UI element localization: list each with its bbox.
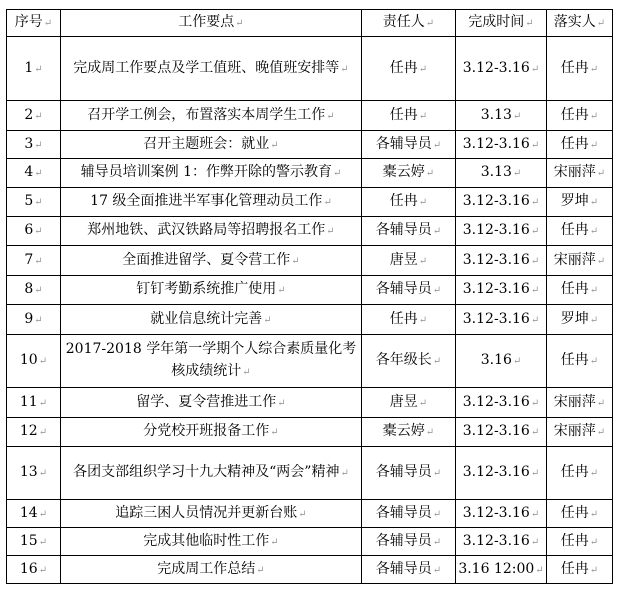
table-row	[7, 276, 613, 305]
row-number: 6 ↵	[7, 217, 61, 246]
table-row	[7, 335, 613, 388]
table-row	[7, 388, 613, 418]
task-text: 17 级全面推进半军事化管理动员工作 ↵	[61, 188, 362, 217]
row-number: 1 ↵	[7, 37, 61, 101]
owner-text: 任冉 ↵	[362, 37, 456, 101]
task-text: 留学、夏令营推进工作 ↵	[61, 388, 362, 418]
header-task: 工作要点 ↵	[61, 10, 362, 37]
implementer-text: 任冉 ↵	[547, 101, 613, 131]
owner-text: 各辅导员 ↵	[362, 500, 456, 528]
table-row	[7, 500, 613, 528]
row-number: 13 ↵	[7, 447, 61, 500]
time-text: 3.12-3.16 ↵	[456, 276, 547, 305]
owner-text: 唐昱 ↵	[362, 246, 456, 276]
task-text: 分党校开班报备工作 ↵	[61, 418, 362, 447]
task-text: 追踪三困人员情况并更新台账 ↵	[61, 500, 362, 528]
owner-text: 各辅导员 ↵	[362, 528, 456, 556]
implementer-text: 任冉 ↵	[547, 500, 613, 528]
time-text: 3.13 ↵	[456, 101, 547, 131]
owner-text: 唐昱 ↵	[362, 388, 456, 418]
header-owner: 责任人 ↵	[362, 10, 456, 37]
time-text: 3.12-3.16 ↵	[456, 418, 547, 447]
implementer-text: 任冉 ↵	[547, 217, 613, 246]
table-row	[7, 556, 613, 584]
row-number: 3 ↵	[7, 131, 61, 159]
table-row	[7, 528, 613, 556]
task-text: 完成周工作要点及学工值班、晚值班安排等 ↵	[61, 37, 362, 101]
table-row	[7, 101, 613, 131]
implementer-text: 任冉 ↵	[547, 131, 613, 159]
row-number: 10 ↵	[7, 335, 61, 388]
table-row	[7, 418, 613, 447]
table-row	[7, 246, 613, 276]
owner-text: 橐云婷 ↵	[362, 418, 456, 447]
table-row	[7, 131, 613, 159]
task-text: 完成其他临时性工作 ↵	[61, 528, 362, 556]
implementer-text: 宋丽萍 ↵	[547, 159, 613, 188]
owner-text: 各辅导员 ↵	[362, 447, 456, 500]
time-text: 3.12-3.16 ↵	[456, 528, 547, 556]
header-row	[7, 10, 613, 37]
task-text: 郑州地铁、武汉铁路局等招聘报名工作 ↵	[61, 217, 362, 246]
implementer-text: 任冉 ↵	[547, 335, 613, 388]
row-number: 14 ↵	[7, 500, 61, 528]
row-number: 2 ↵	[7, 101, 61, 131]
owner-text: 各辅导员 ↵	[362, 217, 456, 246]
row-number: 16 ↵	[7, 556, 61, 584]
implementer-text: 任冉 ↵	[547, 528, 613, 556]
implementer-text: 罗坤 ↵	[547, 188, 613, 217]
time-text: 3.16 ↵	[456, 335, 547, 388]
row-number: 12 ↵	[7, 418, 61, 447]
time-text: 3.12-3.16 ↵	[456, 500, 547, 528]
task-text: 辅导员培训案例 1：作弊开除的警示教育 ↵	[61, 159, 362, 188]
implementer-text: 罗坤 ↵	[547, 305, 613, 335]
task-text: 各团支部组织学习十九大精神及“两会”精神 ↵	[61, 447, 362, 500]
owner-text: 各辅导员 ↵	[362, 131, 456, 159]
owner-text: 各年级长 ↵	[362, 335, 456, 388]
implementer-text: 宋丽萍 ↵	[547, 246, 613, 276]
row-number: 8 ↵	[7, 276, 61, 305]
implementer-text: 宋丽萍 ↵	[547, 418, 613, 447]
row-number: 7 ↵	[7, 246, 61, 276]
task-text: 就业信息统计完善 ↵	[61, 305, 362, 335]
task-text: 全面推进留学、夏令营工作 ↵	[61, 246, 362, 276]
implementer-text: 宋丽萍 ↵	[547, 388, 613, 418]
implementer-text: 任冉 ↵	[547, 276, 613, 305]
owner-text: 各辅导员 ↵	[362, 276, 456, 305]
row-number: 5 ↵	[7, 188, 61, 217]
table-row	[7, 217, 613, 246]
table-row	[7, 159, 613, 188]
owner-text: 任冉 ↵	[362, 101, 456, 131]
task-text: 完成周工作总结 ↵	[61, 556, 362, 584]
time-text: 3.12-3.16 ↵	[456, 388, 547, 418]
task-text: 2017-2018 学年第一学期个人综合素质量化考核成绩统计 ↵	[61, 335, 362, 388]
owner-text: 橐云婷 ↵	[362, 159, 456, 188]
time-text: 3.12-3.16 ↵	[456, 217, 547, 246]
owner-text: 各辅导员 ↵	[362, 556, 456, 584]
task-text: 召开学工例会，布置落实本周学生工作 ↵	[61, 101, 362, 131]
owner-text: 任冉 ↵	[362, 305, 456, 335]
table-row	[7, 37, 613, 101]
implementer-text: 任冉 ↵	[547, 37, 613, 101]
row-number: 4 ↵	[7, 159, 61, 188]
time-text: 3.12-3.16 ↵	[456, 305, 547, 335]
time-text: 3.12-3.16 ↵	[456, 188, 547, 217]
time-text: 3.12-3.16 ↵	[456, 246, 547, 276]
table-row	[7, 447, 613, 500]
row-number: 9 ↵	[7, 305, 61, 335]
time-text: 3.12-3.16 ↵	[456, 37, 547, 101]
header-time: 完成时间 ↵	[456, 10, 547, 37]
header-no: 序号 ↵	[7, 10, 61, 37]
row-number: 11 ↵	[7, 388, 61, 418]
task-text: 召开主题班会：就业 ↵	[61, 131, 362, 159]
implementer-text: 任冉 ↵	[547, 447, 613, 500]
time-text: 3.12-3.16 ↵	[456, 131, 547, 159]
work-plan-table	[6, 9, 613, 584]
owner-text: 任冉 ↵	[362, 188, 456, 217]
time-text: 3.13 ↵	[456, 159, 547, 188]
table-row	[7, 188, 613, 217]
implementer-text: 任冉 ↵	[547, 556, 613, 584]
header-impl: 落实人 ↵	[547, 10, 613, 37]
row-number: 15 ↵	[7, 528, 61, 556]
time-text: 3.16 12:00 ↵	[456, 556, 547, 584]
task-text: 钉钉考勤系统推广使用 ↵	[61, 276, 362, 305]
time-text: 3.12-3.16 ↵	[456, 447, 547, 500]
table-row	[7, 305, 613, 335]
